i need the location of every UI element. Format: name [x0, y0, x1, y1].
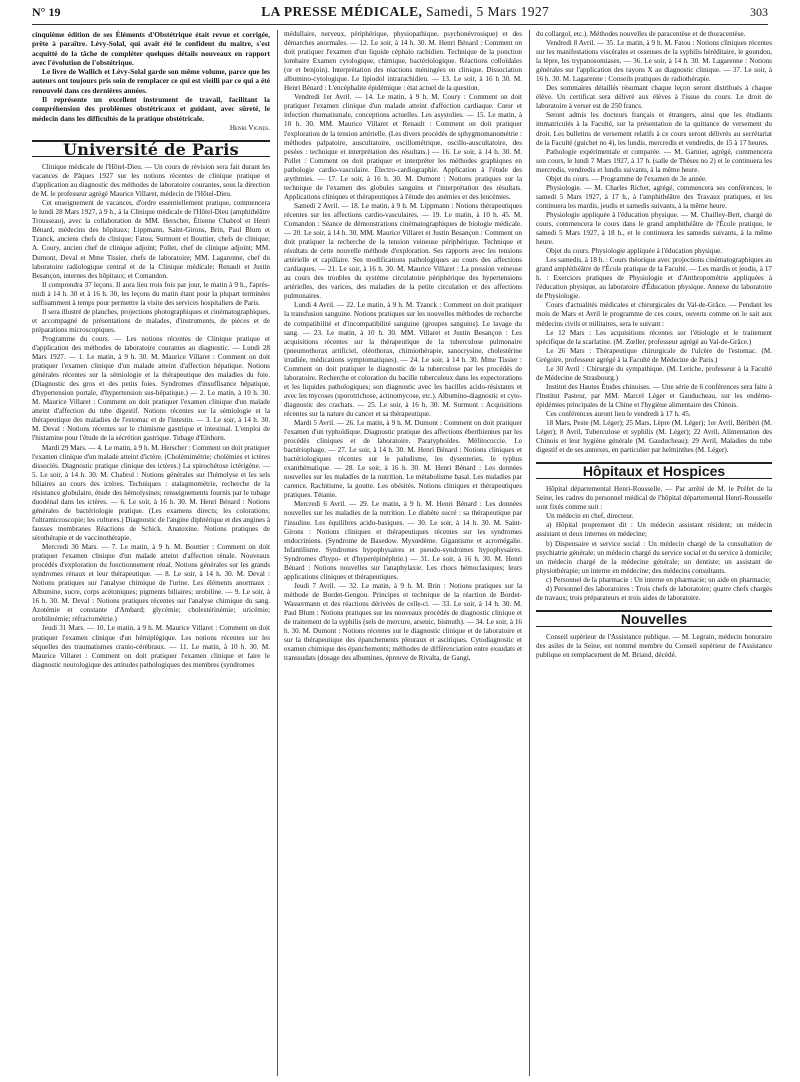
article-paragraph: Vendredi 8 Avril. — 35. Le matin, à 9 h. M. Fatou : Notions cliniques récentes sur les manifestations viscérales et osseuses de la syphilis héréditaire, le goundou, la lèpre, les trypanosomiases. — 36. Le soir, à 14 h. 30. M. Lagarenne : Notions générales sur l'application des rayons X au diagnostic clinique. — 37. Le soir, à 16 h. 30. M. Lagarenne : Conseils pratiques de radiothérapie. [536, 39, 772, 84]
pathologie-paragraph: Pathologie expérimentale et comparée. — M. Garnier, agrégé, commencera son cours, le lundi 7 Mars 1927, à 17 h. (salle de Thèses no 2) et le continuera les mercredis, vendredis et lundis suivants, à la même heure. [536, 147, 772, 174]
page-header [32, 4, 768, 25]
journal-name: LA PRESSE MÉDICALE, [261, 4, 423, 19]
article-paragraph: Il sera illustré de planches, projections photographiques et cinématographiques, et accompagné de présentations de malades, d'instruments, de pièces et de préparations microscopiques. [32, 307, 270, 334]
article-paragraph: Mercredi 30 Mars. — 7. Le matin, à 9 h. M. Bouttier : Comment on doit pratiquer l'examen clinique d'un malade atteint d'affection rénale. Nouveaux procédés d'exploration du fonctionnement rénal. Notions générales sur les grands syndromes rénaux et leur thérapeutique. — 8. Le soir, à 14 h. 30. M. Deval : Notions pratiques sur l'analyse chimique de l'urine. Les éléments anormaux : Albumine, sucre, corps acétoniques; pigments biliaires; urobiline. — 9. Le soir, à 16 h. 30. M. Deval : Notions pratiques récentes sur l'analyse chimique du sang. Azotémie et constante d'Ambard; glycémie; cholestérinémie; uricémie; urobilinémie; réfractométrie.) [32, 543, 270, 624]
article-paragraph: Clinique médicale de l'Hôtel-Dieu. — Un cours de révision sera fait durant les vacances de Pâques 1927 sur les notions récentes de clinique pratique et d'application au diagnostic des méthodes de laboratoire courantes, sous la direction de M. le professeur agrégé Maurice Villaret, médecin de l'Hôtel-Dieu. [32, 163, 270, 199]
article-paragraph: Les samedis, à 18 h. : Cours théorique avec projections cinématographiques au grand amphithéâtre de l'École pratique de la Faculté. — Les mardis et jeudis, à 17 h. : Exercices pratiques de Physiologie et d'Anthropométrie appliquées à l'éducation physique, au laboratoire d'Éducation physique. Annexe du laboratoire de Physiologie. [536, 256, 772, 301]
section-title-hopitaux: Hôpitaux et Hospices [536, 462, 772, 479]
list-item: Le 30 Avril : Chirurgie du sympathique. (M. Leriche, professeur à la Faculté de Médecine de Strasbourg.) [536, 364, 772, 382]
article-paragraph: Jeudi 7 Avril. — 32. Le matin, à 9 h. M. Brin : Notions pratiques sur la méthode de Bordet-Gengou. Principes et technique de la réaction de Bordet-Wassermann et des réactions dérivées de celle-ci. — 33. Le soir, à 14 h. 30. M. Paul Blum : Notions pratiques sur les nouveaux procédés de diagnostic clinique et de traitement de la syphilis (sels de mercure, arsenic, bismuth). — 34. Le soir, à 16 h. 30. M. Dumont : Notions récentes sur le diagnostic clinique et de laboratoire et sur la thérapeutique des épanchements pleuraux et ascitiques. Cytodiagnostic et examen chimique des épanchements; méthodes de différenciation entre exsudats et transsudats (dosage des albumines, épreuve de Rivalta, de Gangi, [284, 581, 522, 663]
article-paragraph: Objet du cours. Physiologie appliquée à l'éducation physique. [546, 247, 722, 256]
article-paragraph: Cet enseignement de vacances, d'ordre essentiellement pratique, commencera le lundi 28 Mars 1927, à 9 h., à la Clinique médicale de l'Hôtel-Dieu (amphithéâtre Trousseau), avec la collaboration de MM. Herscher, Étienne Chabrol et Henri Bénard, médecins des hôpitaux; Lippmann, Saint-Girons, Brin, Paul Blum et Tzanck, anciens chefs de clinique; Fatou, Surmont et Bouttier, chefs de clinique; A. Coury, ancien chef de clinique adjoint; Pollet, chef de clinique adjoint; MM. Dumont, Deval et Mme Tissier, chefs de laboratoire; MM. Lagarenne, chef du laboratoire radiologique central et de la Clinique médicale; Renault et Justin Besançon, internes des hôpitaux; et Comandon. [32, 199, 270, 280]
journal-title [261, 4, 549, 20]
review-intro: cinquième édition de ses Éléments d'Obstétrique était revue et corrigée, prête à paraître. Lévy-Solal, qui avait été le confident du maître, s'est acquitté de la tâche de compléter quelques détails nouveaux en rapport avec l'évolution de l'obstétrique. [32, 30, 270, 67]
issue-date: Samedi, 5 Mars 1927 [426, 4, 550, 19]
review-paragraph: Il représente un excellent instrument de travail, facilitant la compréhension des problèmes obstétricaux et guidant, avec sûreté, le médecin dans les difficultés de la pratique obstétricale. [32, 95, 270, 123]
section-title-nouvelles: Nouvelles [536, 610, 772, 627]
list-item: b) Dispensaire et service social : Un médecin chargé de la consultation de psychiatrie générale; un médecin chargé du service social et du service à domicile; un médecin chargé de la médecine générale; un dentiste; un assistant de physiothérapie; un interne en médecine; des médecins consultants. [536, 539, 772, 575]
article-paragraph: du collargol, etc.). Méthodes nouvelles de paracentèse et de thoracentèse. [536, 30, 746, 38]
article-paragraph: Seront admis les docteurs français et étrangers, ainsi que les étudiants immatriculés à la Faculté, sur la présentation de la quittance de versement du droit. Les bulletins de versement relatifs à ce cours seront délivrés au secrétariat de la Faculté (guichet no 4), les lundis, mercredis et vendredis, de 15 à 17 heures. [536, 111, 772, 147]
list-item: Le 12 Mars : Les acquisitions récentes sur l'étiologie et le traitement spécifique de la scarlatine. (M. Zœller, professeur agrégé au Val-de-Grâce.) [536, 328, 772, 346]
article-paragraph: Ces conférences auront lieu le vendredi à 17 h. 45. [546, 409, 691, 418]
article-paragraph: Des sommaires détaillés résumant chaque leçon seront distribués à chaque élève. Un certificat sera délivré aux élèves à l'issue du cours. Le droit de laboratoire à verser est de 250 francs. [536, 84, 772, 111]
article-paragraph: Mercredi 6 Avril. — 29. Le matin, à 9 h. M. Henri Bénard : Les données nouvelles sur les maladies de la nutrition. Le diabète sucré : sa thérapeutique par l'insuline. Les équilibres acido-basiques. — 30. Le soir, à 14 h. 30. M. Saint-Girons : Notions cliniques et thérapeutiques récentes sur les syndromes endocriniens. (Syndrome de Basedow. Myxœdème. Gigantisme et acromégalie. Infantilisme. Syndromes hypophysaires et pseudo-syndromes hypophysaires. Syndromes d'hypo- et d'hyperépinéphrie.) — 31. Le soir, à 16 h. 30. M. Henri Bénard : Notions nouvelles sur l'anaphylaxie. Les chocs hémoclasiques; leurs applications cliniques et thérapeutiques. [284, 500, 522, 581]
physiologie-paragraph: Physiologie. — M. Charles Richet, agrégé, commencera ses conférences, le samedi 5 Mars 1927, à 17 h., à l'amphithéâtre des Travaux pratiques, et les continuera les mardis, jeudis et samedis suivants, à la même heure. [536, 183, 772, 210]
article-paragraph: Lundi 4 Avril. — 22. Le matin, à 9 h. M. Tzanck : Comment on doit pratiquer la transfusion sanguine. Notions pratiques sur les nouvelles méthodes de recherche de compatibilité et d'incompatibilité sanguine (groupes sanguins). Le lavage du sang. — 23. Le matin, à 10 h. 30. MM. Villaret et Justin Besançon : Les acquisitions récentes sur la thérapeutique de la tuberculose pulmonaire (pneumothorax artificiel, oléothorax, chimiothérapie, sanocrysine, cholestérine irradiée, médications symptomatiques). — 24. Le soir, à 14 h. 30. Mme Tissier : Comment on doit pratiquer le diagnostic de la tuberculose par les procédés de laboratoire. Recherche et coloration du bacille tuberculeux dans les expectorations et les liquides pathologiques; son diagnostic avec les bacilles acido-résistants et avec les mycoses (sporotrichose, actinomycose, etc.). Albumino-diagnostic et cyto-diagnostic des crachats. — 25. Le soir, à 16 h. 30. M. Surmont : Acquisitions récentes sur la nature du cancer et sa thérapeutique. [284, 301, 522, 418]
list-item: Un médecin en chef, directeur. [546, 512, 634, 521]
review-paragraph: Le livre de Wallich et Lévy-Solal garde son même volume, parce que les auteurs ont toujours pris soin de remplacer ce qui est vieilli par ce qui a été renouvelé dans ces dernières années. [32, 67, 270, 95]
conseil-paragraph: Conseil supérieur de l'Assistance publique. — M. Legrain, médecin honoraire des asiles de la Seine, est nommé membre du Conseil supérieur de l'Assistance publique en remplacement de M. Briand, décédé. [536, 632, 772, 659]
column-1 [32, 30, 270, 1078]
column-2 [284, 30, 522, 1078]
article-paragraph: Il comprendra 37 leçons. Il aura lieu trois fois par jour, le matin à 9 h., l'après-midi à 14 h. 30 et à 16 h. 30, les leçons du matin étant pour la plupart terminées suffisamment à temps pour permettre la visite des services hospitaliers de Paris. [32, 280, 270, 307]
article-paragraph: Samedi 2 Avril. — 18. Le matin, à 9 h. M. Lippmann : Notions thérapeutiques récentes sur les affections cardio-vasculaires. — 19. Le matin, à 10 h. 45. M. Comandon : Séance de démonstrations cinématographiques de biologie médicale. — 20. Le soir, à 14 h. 30. MM. Maurice Villaret et Justin Besançon : Comment on doit pratiquer la recherche de la tension veineuse périphérique. Technique et résultats de cette nouvelle méthode d'exploration. Ses rapports avec les tensions artérielle et capillaire. Ses modifications pathologiques au cours des affections cardiaques. — 21. Le soir, à 16 h. 30. M. Maurice Villaret : La pression veineuse au cours des troubles du système circulatoire périphérique des hypertensions artérielles, des varices, des maladies de la petite circulation et des affections pulmonaires. [284, 201, 522, 301]
chinoises-paragraph: Institut des Hautes Études chinoises. — Une série de 6 conférences sera faite à l'Institut Pasteur, par MM. Marcel Léger et Gauducheau, sur les endémo-épidémies principales de la Chine et l'hygiène alimentaire des Chinois. [536, 382, 772, 409]
article-paragraph: Programme du cours. — Les notions récentes de Clinique pratique et d'application des méthodes de laboratoire courantes au diagnostic. — Lundi 28 Mars 1927. — 1. Le matin, à 9 h. 30. M. Maurice Villaret : Comment on doit pratiquer l'examen clinique d'un malade atteint d'affection hépatique. Notions générales récentes sur la sémiologie et la thérapeutique des maladies du foie. (Diagnostic des gros et des petits foies. Syndromes d'insuffisance hépatique, d'hypertension portale, d'hypertension sus-hépatique.) — 2. Le matin, à 10 h. 30. M. Maurice Villaret : Comment on doit pratiquer l'examen clinique d'un malade atteint d'affection du tube digestif. Notions récentes sur la sémiologie et la thérapeutique des maladies de l'estomac et de l'intestin. — 3. Le soir, à 14 h. 30. M. Deval : Notions récentes sur le chimisme gastrique et intestinal. L'emploi de l'histamine pour l'étude de la sécrétion gastrique. Tubage d'Einhorn. [32, 334, 270, 443]
article-paragraph: Mardi 29 Mars. — 4. Le matin, à 9 h. M. Herscher : Comment on doit pratiquer l'examen clinique d'un malade atteint d'ictère. (Cholémimétrie; cholémies et ictères dissociés. Diagnostic pratique clinique des ictères.) La spirochétose ictérigène. — 5. Le soir, à 14 h. 30. M. Chabrol : Notions générales sur l'hémolyse et les sels biliaires au cours des ictères. Techniques : stalagmométrie, recherche de la résistance globulaire, étude des hémolysines; renseignements fournis par le tubage duodénal dans les ictères. — 6. Le soir, à 16 h. 30. M. Henri Bénard : Notions générales de bactériologie pratique. (Les examens directs; les colorations; l'ultramicroscopie; les cultures.) Diagnostic de l'angine diphtérique et des angines à fausses membranes Réactions de Schick. Anatoxine. Notions pratiques de sérothérapie et de vaccinothérapie. [32, 443, 270, 542]
article-paragraph: Mardi 5 Avril. — 26. Le matin, à 9 h. M. Dumont : Comment on doit pratiquer l'examen d'un typhoïdique. Diagnostic pratique des affections éberthiennes par les procédés cliniques et de laboratoire. Paratyphoïdes. Mélitococcie. Le bactériophage. — 27. Le soir, à 14 h. 30. M. Henri Bénard : Notions cliniques et bactériologiques récentes sur le paludisme, les dysenteries, le typhus exanthématique. — 28. Le soir, à 16 h. 30. M. Henri Bénard : Les données nouvelles sur les maladies de la nutrition. Le métabolisme basal. Les maladies par carence. Rachitisme, la goutte. Les obésités. Notions cliniques et thérapeutiques pratiques. Tétanie. [284, 419, 522, 500]
valdegrace-paragraph: Cours d'actualités médicales et chirurgicales du Val-de-Grâce. — Pendant les mois de Mars et Avril le programme de ces cours, ouverts comme on le sait aux médecins civils et militaires, sera le suivant : [536, 301, 772, 328]
article-paragraph: Vendredi 1er Avril. — 14. Le matin, à 9 h. M. Coury : Comment on doit pratiquer l'examen clinique d'un malade atteint d'affection cardiaque. Cœur et infection rhumatismale, conceptions actuelles. Les asystolies. — 15. Le matin, à 10 h. 30. MM. Maurice Villaret et Renault : Comment on doit pratiquer l'exploration de la tension artérielle. (Les divers procédés de sphygmomanométrie : méthodes palpatoire, auscultatoire, oscillométrique, oscillo-auscultatoire, des pesées : technique et interprétation des résultats.) — 16. Le soir, à 14 h. 30. M. Pollet : Comment on doit pratiquer et interpréter les méthodes graphiques en pathologie cardio-vasculaire. Électro-cardiographie. Application à l'étude des arythmies. — 17. Le soir, à 16 h. 30. M. Dumont : Notions pratiques sur la technique de l'examen des globules sanguins et l'interprétation des résultats. Applications cliniques et thérapeutiques à l'étude des anémies et des leucémies. [284, 93, 522, 201]
list-item: c) Personnel de la pharmacie : Un interne en pharmacie; un aide en pharmacie; [546, 575, 772, 584]
review-signature: Henri Vignes. [229, 123, 270, 132]
column-rule [277, 30, 278, 1076]
rousselle-paragraph: Hôpital départemental Henri-Rousselle. — Par arrêté de M. le Préfet de la Seine, les cadres du personnel médical de l'hôpital départemental Henri-Rousselle sont fixés comme suit : [536, 485, 772, 512]
list-item: Le 26 Mars : Thérapeutique chirurgicale de l'ulcère de l'estomac. (M. Grégoire, professeur agrégé à la Faculté de Médecine de Paris.) [536, 346, 772, 364]
physio-education-paragraph: Physiologie appliquée à l'éducation physique. — M. Chailley-Bert, chargé de cours, commencera le cours dans le grand amphithéâtre de l'École pratique, le samedi 5 Mars 1927, à 18 h., et le continuera les samedis suivants, à la même heure. [536, 210, 772, 247]
article-paragraph: médullaire, nerveux, périphérique, physiopathique, psychonévrosique) et des démarches anormales. — 12. Le soir, à 14 h. 30. M. Henri Bénard : Comment on doit pratiquer l'examen d'un liquide céphalo rachidien. Technique de la ponction lombaire Examen cytologique, chimique, bactériologique. Réactions colloïdales (or et benjoin). Interprétation des réactions méningées en clinique. Dissociation albumino-cytologique. Le lipiodol intrarachidien. — 13. Le soir, à 16 h 30. M. Henri Bénard : L'encéphalite épidémique : état actuel de la question. [284, 30, 522, 93]
column-rule [529, 30, 530, 1076]
article-paragraph: Objet du cours. — Programme de l'examen de 3e année. [546, 174, 707, 183]
column-3 [536, 30, 772, 1078]
article-paragraph: Jeudi 31 Mars. — 10. Le matin, à 9 h. M. Maurice Villaret : Comment on doit pratiquer l'examen clinique d'un hémiplégique. Les notions récentes sur les séquelles des traumatismes cranio-cérébraux. — 11. Le matin, à 10 h. 30. M. Maurice Villaret : Comment on doit pratiquer l'examen clinique et faire le diagnostic neurologique des attitudes pathologiques des membres (syndromes [32, 624, 270, 669]
list-item: d) Personnel des laboratoires : Trois chefs de laboratoire; quatre chefs chargés de travaux; trois préparateurs et trois aides de laboratoire. [536, 584, 772, 602]
article-paragraph: 18 Mars, Peste (M. Léger); 25 Mars, Lèpre (M. Léger); 1er Avril, Béribéri (M. Léger); 8 Avril, Tuberculose et syphilis (M. Léger); 22 Avril, Alimentation des Chinois et leur hygiène générale (M. Gauducheau); 29 Avril, Maladies du tube digestif et de ses annexes, en particulier par helminthes (M. Léger). [536, 419, 772, 455]
page-number: 303 [749, 5, 768, 19]
list-item: a) Hôpital proprement dit : Un médecin assistant résident; un médecin assistant et deux internes en médecine; [536, 521, 772, 539]
section-title-universite: Université de Paris [32, 140, 270, 157]
issue-number: N° 19 [32, 5, 61, 19]
